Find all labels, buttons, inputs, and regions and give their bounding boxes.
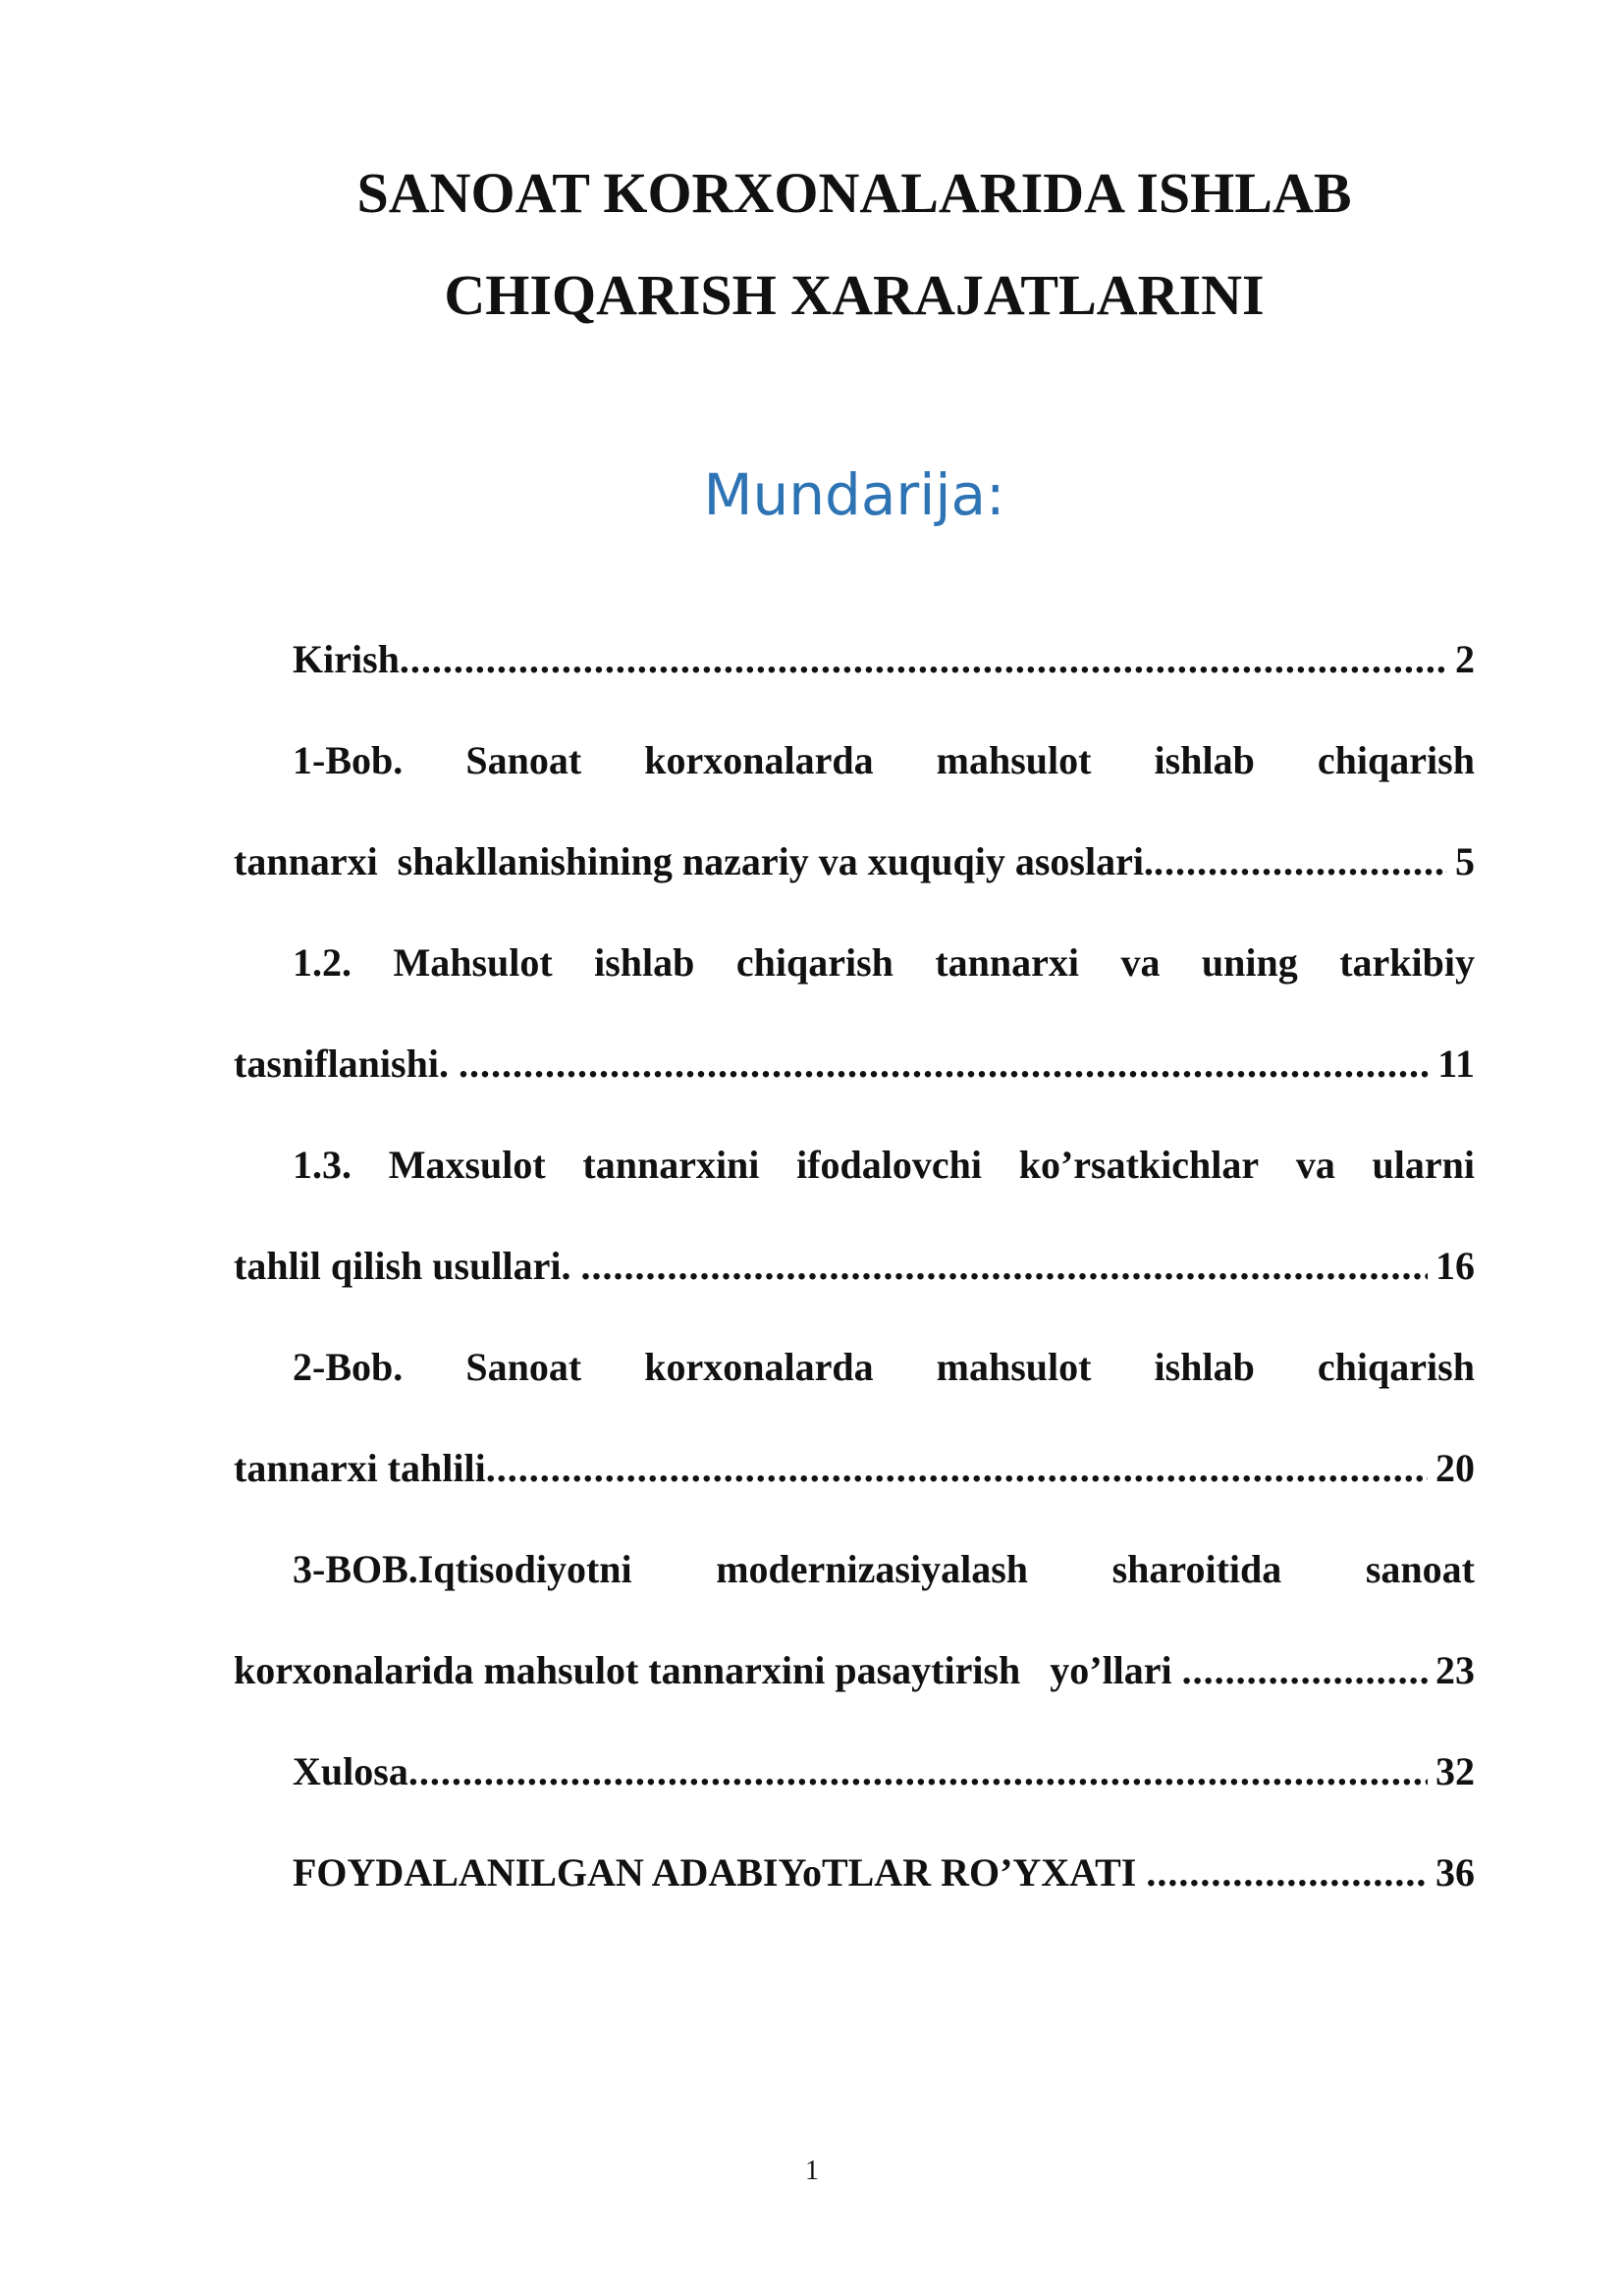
toc-word: va <box>1120 940 1161 985</box>
toc-word: tannarxi <box>935 940 1080 985</box>
toc-word: sanoat <box>1365 1547 1475 1591</box>
toc-page-number: 32 <box>1435 1749 1475 1793</box>
toc-leader-dots <box>400 609 1447 710</box>
toc-leader-dots <box>1182 1620 1428 1721</box>
toc-entry-bob1-line2[interactable] <box>234 811 1475 912</box>
toc-word: mahsulot <box>936 738 1092 782</box>
toc-entry-text: tasniflanishi. <box>234 1041 459 1086</box>
toc-entry-bob3-line2[interactable] <box>234 1620 1475 1721</box>
toc-word: ularni <box>1372 1143 1475 1187</box>
toc-page-number: 20 <box>1435 1446 1475 1490</box>
page-number: 1 <box>805 2156 819 2186</box>
toc-word: ishlab <box>1154 738 1255 782</box>
toc-word: 1.3. <box>293 1143 352 1187</box>
toc-entry-bob2-line2[interactable] <box>234 1417 1475 1519</box>
toc-word: Sanoat <box>465 738 582 782</box>
toc-word: ifodalovchi <box>796 1143 983 1187</box>
toc-word: uning <box>1201 940 1298 985</box>
toc-word: chiqarish <box>1317 738 1475 782</box>
toc-leader-dots <box>408 1721 1428 1822</box>
toc-leader-dots <box>486 1417 1428 1519</box>
toc-word: sharoitida <box>1111 1547 1282 1591</box>
toc-page-number: 5 <box>1455 839 1475 883</box>
toc-entry-text: tannarxi shakllanishining nazariy va xuquqiy asoslari. <box>234 839 1154 883</box>
toc-entry-text: Kirish <box>293 637 400 681</box>
table-of-contents <box>234 609 1475 1923</box>
toc-word: korxonalarda <box>644 738 874 782</box>
document-title <box>236 142 1473 347</box>
toc-word: va <box>1295 1143 1335 1187</box>
toc-word: Maxsulot <box>388 1143 546 1187</box>
toc-entry-text: FOYDALANILGAN ADABIYoTLAR RO’YXATI <box>293 1850 1147 1895</box>
toc-page-number: 23 <box>1435 1648 1475 1692</box>
toc-word: 3-BOB.Iqtisodiyotni <box>293 1547 632 1591</box>
toc-entry-bob2-line1[interactable] <box>234 1316 1475 1417</box>
toc-word: chiqarish <box>735 940 893 985</box>
toc-page-number: 11 <box>1437 1041 1475 1086</box>
toc-entry-sec13-line2[interactable] <box>234 1215 1475 1316</box>
toc-leader-dots <box>580 1215 1428 1316</box>
toc-heading: Mundarija: <box>703 461 1005 528</box>
toc-word: Sanoat <box>465 1345 582 1389</box>
toc-word: tarkibiy <box>1339 940 1475 985</box>
toc-entry-sec12-line1[interactable] <box>234 912 1475 1013</box>
toc-entry-kirish[interactable] <box>234 609 1475 710</box>
toc-entry-adabiyot[interactable] <box>234 1822 1475 1923</box>
toc-word: mahsulot <box>936 1345 1092 1389</box>
toc-entry-bob1-line1[interactable] <box>234 710 1475 811</box>
toc-leader-dots <box>1154 811 1447 912</box>
toc-word: modernizasiyalash <box>716 1547 1029 1591</box>
toc-page-number: 36 <box>1435 1850 1475 1895</box>
toc-word: 1-Bob. <box>293 738 404 782</box>
toc-entry-text: korxonalarida mahsulot tannarxini pasaytirish yo’llari <box>234 1648 1182 1692</box>
toc-word: 1.2. <box>293 940 352 985</box>
toc-entry-text: tannarxi tahlili <box>234 1446 486 1490</box>
title-line-2: CHIQARISH XARAJATLARINI <box>444 263 1265 327</box>
toc-entry-xulosa[interactable] <box>234 1721 1475 1822</box>
toc-word: ishlab <box>1154 1345 1255 1389</box>
toc-entry-sec13-line1[interactable] <box>234 1114 1475 1215</box>
toc-word: ishlab <box>594 940 695 985</box>
toc-entry-sec12-line2[interactable] <box>234 1013 1475 1114</box>
toc-leader-dots <box>1146 1822 1428 1923</box>
toc-word: Mahsulot <box>393 940 553 985</box>
toc-word: tannarxini <box>582 1143 760 1187</box>
title-line-1: SANOAT KORXONALARIDA ISHLAB <box>356 161 1352 225</box>
toc-word: 2-Bob. <box>293 1345 404 1389</box>
toc-entry-text: Xulosa <box>293 1749 408 1793</box>
toc-entry-bob3-line1[interactable] <box>234 1519 1475 1620</box>
toc-leader-dots <box>459 1013 1430 1114</box>
toc-page-number: 16 <box>1435 1244 1475 1288</box>
toc-word: ko’rsatkichlar <box>1018 1143 1260 1187</box>
toc-entry-text: tahlil qilish usullari. <box>234 1244 581 1288</box>
toc-page-number: 2 <box>1455 637 1475 681</box>
toc-word: korxonalarda <box>644 1345 874 1389</box>
toc-word: chiqarish <box>1317 1345 1475 1389</box>
